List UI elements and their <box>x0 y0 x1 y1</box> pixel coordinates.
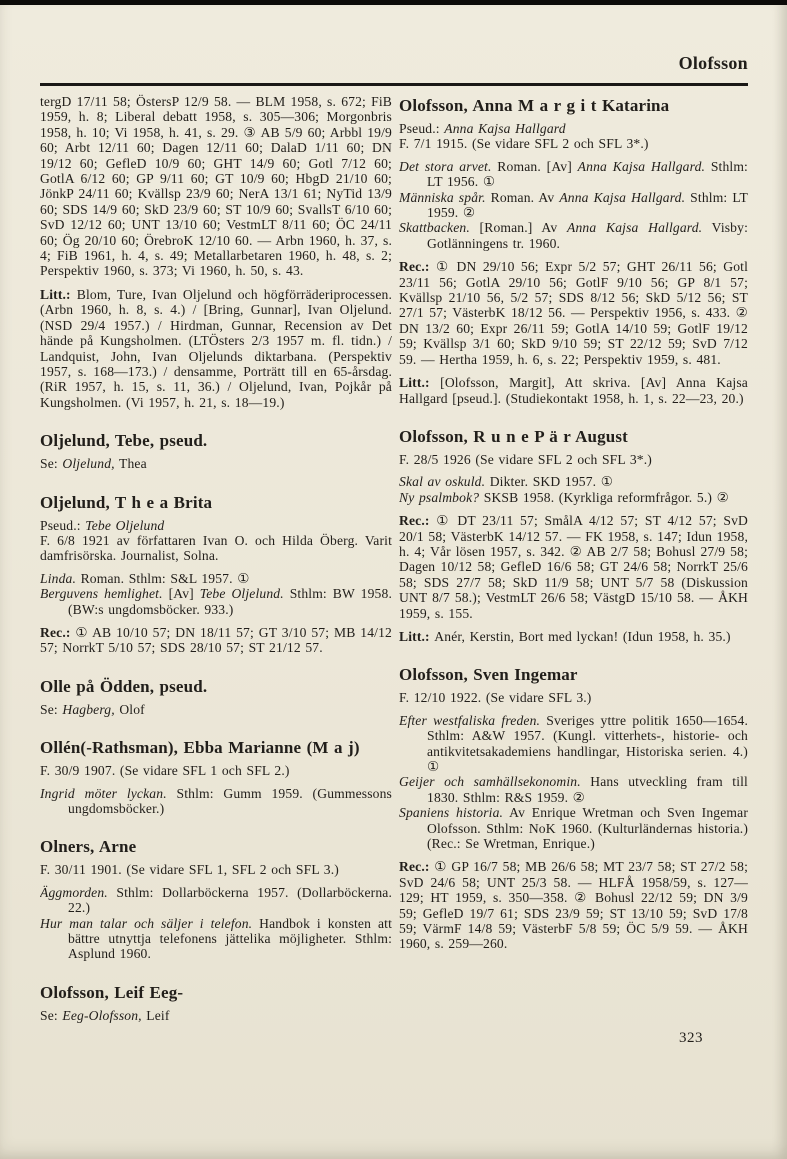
text-segment: Visby: Gotlänningens tr. 1960. <box>427 220 748 251</box>
text-segment: SKSB 1958. (Kyrkliga reformfrågor. 5.) ② <box>479 489 729 505</box>
entry-detail <box>40 862 392 877</box>
rec-paragraph <box>399 859 748 951</box>
text-segment: Olofsson, Leif Eeg- <box>40 982 184 1002</box>
text-segment: Linda. <box>40 570 77 586</box>
text-segment: Det stora arvet. <box>399 158 492 174</box>
page-number: 323 <box>679 1030 703 1046</box>
text-segment: Se: <box>40 1007 63 1023</box>
text-segment: Hans utveckling fram till 1830. Sthlm: R&S 1959. ② <box>427 774 748 805</box>
work-entry <box>40 786 392 817</box>
text-segment: Roman. [Av] <box>491 158 578 174</box>
text-segment: Ingrid möter lyckan. <box>40 785 167 801</box>
text-segment: Pseud.: <box>399 121 445 136</box>
text-segment: F. 7/1 1915. (Se vidare SFL 2 och SFL 3*.) <box>399 136 649 152</box>
text-segment: Rec.: <box>399 859 435 875</box>
text-segment: Av Enrique Wretman och Sven Ingemar Olofsson. Sthlm: NoK 1960. (Kulturländernas historia.) (Rec.: Se Wretman, Enrique.) <box>427 805 748 852</box>
text-segment: F. 6/8 1921 av författaren Ivan O. och Hilda Öberg. Varit damfrisörska. Journalist, Solna. <box>40 532 392 564</box>
text-segment: Rec.: <box>40 624 76 640</box>
entry-heading <box>40 493 392 513</box>
text-segment: Geijer och samhällsekonomin. <box>399 774 581 790</box>
text-segment: Sthlm: LT 1956. ① <box>427 158 748 190</box>
work-entry <box>399 474 748 489</box>
entry-detail <box>399 121 748 136</box>
rec-paragraph <box>40 625 392 656</box>
text-segment: Blom, Ture, Ivan Oljelund och högförräderiprocessen. (Arbn 1960, h. 8, s. 4.) / [Bring, Gunnar], Ivan Oljelund. (NSD 29/4 1957.) / Hirdman, Gunnar, Recension av Det hände på Kungsholmen. (LTÖsters 2/3 1957 m. fl. tidn.) / Landquist, John, Ivan Oljelunds diktarbana. (Perspektiv 1957, s. 168—173.) / densamme, Porträtt till en 65-årsdag. (RiR 1957, h. 15, s. 11, 36.) / Oljelund, Ivan, Pojkår på Kungsholmen. (Vi 1957, h. 21, s. 18—19.) <box>40 286 392 410</box>
see-reference <box>40 1008 392 1023</box>
header-rule <box>40 83 748 86</box>
entry-heading <box>40 738 392 758</box>
text-segment: Anna Kajsa Hallgard. <box>577 158 706 174</box>
text-segment: Skal av oskuld. <box>399 474 486 490</box>
text-segment: Oljelund, T h e a Brita <box>40 492 213 512</box>
entry-heading <box>40 983 392 1003</box>
text-segment: Tebe Oljelund. <box>199 586 284 602</box>
work-entry <box>399 713 748 775</box>
right-column <box>399 94 748 1114</box>
text-segment: Olofsson, R u n e P ä r August <box>399 426 628 446</box>
text-segment: Efter westfaliska freden. <box>399 712 541 728</box>
text-segment: Se: <box>40 701 63 717</box>
text-segment: Sthlm: BW 1958. (BW:s ungdomsböcker. 933.) <box>68 586 392 617</box>
litt-paragraph <box>399 629 748 644</box>
text-segment: Hagberg, <box>62 701 115 717</box>
entry-heading <box>40 677 392 697</box>
text-segment: Anna Kajsa Hallgard <box>444 121 566 136</box>
text-segment: Äggmorden. <box>40 884 108 900</box>
entry-heading <box>399 96 748 116</box>
litt-paragraph <box>40 287 392 410</box>
text-segment: F. 30/11 1901. (Se vidare SFL 1, SFL 2 och SFL 3.) <box>40 862 339 878</box>
text-segment: tergD 17/11 58; ÖstersP 12/9 58. — BLM 1958, s. 672; FiB 1959, h. 8; Liberal debatt 1958, s. 305—306; Morgonbris 1958, h. 10; Vi 1958, h. 41, s. 29. ③ AB 5/9 60; Arbbl 19/9 60; Arbt 12/11 60; Dagen 12/11 60; DalaD 1/11 60; DN 19/12 60; GefleD 10/9 60; GHT 14/9 60; Gotl 7/12 60; GotlA 6/12 60; GP 9/11 60; GT 10/9 60; HbgD 21/10 60; JönkP 24/11 60; Kvällsp 23/9 60; NerA 13/1 61; NyTid 13/9 60; SDS 14/9 60; SkD 23/9 60; ST 10/9 60; SvallsT 6/10 60; SvD 12/12 60; UNT 13/10 60; VestmLT 8/11 60; ÖC 24/11 60; Ög 20/10 60; ÖrebroK 12/10 60. — Arbn 1960, h. 37, s. 4; FiB 1961, h. 4, s. 49; Metallarbetaren 1960, h. 48, s. 2; Perspektiv 1960, s. 373; Vi 1960, h. 50, s. 43. <box>40 94 392 279</box>
entry-detail <box>40 763 392 778</box>
text-segment: Litt.: <box>40 286 77 302</box>
text-segment: Rec.: <box>399 513 437 529</box>
text-segment: Olle på Ödden, pseud. <box>40 676 208 696</box>
work-entry <box>399 774 748 805</box>
see-reference <box>40 456 392 471</box>
rec-paragraph <box>399 513 748 621</box>
text-segment: Berguvens hemlighet. <box>40 586 163 602</box>
text-segment: Leif <box>141 1007 170 1023</box>
text-segment: Sthlm: Gumm 1959. (Gummessons ungdomsböcker.) <box>68 785 392 816</box>
running-title: Olofsson <box>678 53 748 73</box>
work-entry <box>399 159 748 190</box>
text-segment: Ollén(-Rathsman), Ebba Marianne (M a j) <box>40 738 360 758</box>
text-segment: Pseud.: <box>40 517 86 533</box>
entry-heading <box>40 837 392 857</box>
continuation-paragraph <box>40 94 392 279</box>
work-entry <box>40 916 392 962</box>
text-segment: Roman. Av <box>485 189 560 205</box>
text-segment: Olof <box>114 701 145 717</box>
text-segment: Rec.: <box>399 259 436 275</box>
text-segment: Tebe Oljelund <box>85 517 165 533</box>
text-segment: Dikter. SKD 1957. ① <box>485 474 614 490</box>
entry-heading <box>40 431 392 451</box>
entry-detail <box>399 136 748 151</box>
text-segment: Olners, Arne <box>40 837 137 857</box>
text-segment: Thea <box>114 456 147 472</box>
work-entry <box>40 586 392 617</box>
text-segment: Anna Kajsa Hallgard. <box>567 220 703 236</box>
text-segment: Människa spår. <box>399 189 486 205</box>
text-segment: Litt.: <box>399 375 441 391</box>
entry-heading <box>399 665 748 685</box>
text-segment: [Av] <box>162 586 200 602</box>
text-segment: Hur man talar och säljer i telefon. <box>40 915 253 931</box>
work-entry <box>399 190 748 221</box>
text-segment: Oljelund, <box>62 456 115 472</box>
entry-heading <box>399 427 748 447</box>
text-segment: Olofsson, Anna M a r g i t Katarina <box>399 96 670 115</box>
text-segment: Handbok i konsten att bättre utnyttja telefonens jättelika möjligheter. Sthlm: Asplund 1960. <box>68 915 392 962</box>
work-entry <box>40 885 392 916</box>
text-segment: Sthlm: LT 1959. ② <box>427 189 748 221</box>
rec-paragraph <box>399 259 748 367</box>
text-segment: Ny psalmbok? <box>399 489 480 505</box>
work-entry <box>399 490 748 505</box>
text-segment: Litt.: <box>399 628 435 644</box>
work-entry <box>40 571 392 586</box>
text-segment: ① DT 23/11 57; SmålA 4/12 57; ST 4/12 57; SvD 20/1 58; VästerbK 14/12 57. — FK 1958, s. 147; Idun 1958, h. 4; Vår lösen 1957, s. 342. ② AB 2/7 58; Bohusl 27/9 58; Dagen 10/12 58; GefleD 16/6 58; GT 24/6 58; NorrkT 25/6 58; SDS 27/7 58; SkD 11/9 58; UNT 5/7 58 (Diskussion UNT 8/7 58.); VestmLT 26/6 58; VästgD 15/10 58. — ÅKH 1959, s. 155. <box>399 513 748 621</box>
text-segment: Oljelund, Tebe, pseud. <box>40 431 208 451</box>
scan-edge-artifact <box>0 0 787 5</box>
text-segment: Sveriges yttre politik 1650—1654. Sthlm: A&W 1957. (Kungl. vitterhets-, historie- och antikvitetsakademiens handlingar, Historiska serien. 4.) ① <box>427 712 748 774</box>
text-segment: Skattbacken. <box>399 220 470 236</box>
text-segment: Eeg-Olofsson, <box>62 1007 142 1023</box>
text-segment: Anna Kajsa Hallgard. <box>559 189 686 205</box>
text-segment: ① GP 16/7 58; MB 26/6 58; MT 23/7 58; ST 27/2 58; SvD 24/6 58; UNT 25/3 58. — HLFÅ 1958/59, s. 127—129; HT 1959, s. 350—358. ② Bohusl 22/12 59; DN 3/9 59; GefleD 19/7 61; SDS 23/9 59; ST 13/10 59; SvD 17/8 59; VärmF 14/8 59; VästerbF 5/8 59; ÖC 5/9 59. — ÅKH 1960, s. 259—260. <box>399 859 748 952</box>
work-entry <box>399 220 748 251</box>
entry-detail <box>40 518 392 533</box>
entry-detail <box>399 690 748 705</box>
text-segment: Spaniens historia. <box>399 805 504 821</box>
text-segment: Roman. Sthlm: S&L 1957. ① <box>76 570 250 586</box>
see-reference <box>40 702 392 717</box>
left-column <box>40 94 392 1114</box>
text-segment: ① DN 29/10 56; Expr 5/2 57; GHT 26/11 56; Gotl 23/11 56; GotlA 29/10 56; GotlF 9/10 56; GP 8/1 57; Kvällsp 21/10 56, 5/2 57; SDS 8/12 56; SkD 5/12 56; ST 27/1 57; VästerbK 18/12 56. — Perspektiv 1956, s. 433. ② DN 13/2 60; Expr 26/11 59; GotlA 14/10 59; GotlF 19/12 59; Kvällsp 3/1 60; SkD 9/10 59; ST 22/12 59; SvD 7/12 59. — Hertha 1959, h. 6, s. 22; Perspektiv 1959, s. 481. <box>399 259 748 367</box>
text-segment: Olofsson, Sven Ingemar <box>399 665 578 685</box>
entry-detail <box>40 533 392 564</box>
text-segment: [Olofsson, Margit], Att skriva. [Av] Anna Kajsa Hallgard [pseud.]. (Studiekontakt 1958, h. 1, s. 22—23, 20.) <box>399 375 748 406</box>
text-segment: F. 12/10 1922. (Se vidare SFL 3.) <box>399 690 592 706</box>
text-segment: ① AB 10/10 57; DN 18/11 57; GT 3/10 57; MB 14/12 57; NorrkT 5/10 57; SDS 28/10 57; ST 21/12 57. <box>40 624 392 656</box>
text-segment: Se: <box>40 456 63 472</box>
work-entry <box>399 805 748 851</box>
litt-paragraph <box>399 375 748 406</box>
text-segment: F. 28/5 1926 (Se vidare SFL 2 och SFL 3*.) <box>399 451 652 467</box>
text-segment: Anér, Kerstin, Bort med lyckan! (Idun 1958, h. 35.) <box>434 628 731 644</box>
entry-detail <box>399 452 748 467</box>
text-segment: F. 30/9 1907. (Se vidare SFL 1 och SFL 2.) <box>40 763 290 779</box>
text-segment: Sthlm: Dollarböckerna 1957. (Dollarböckerna. 22.) <box>68 884 392 916</box>
text-segment: [Roman.] Av <box>469 220 567 236</box>
